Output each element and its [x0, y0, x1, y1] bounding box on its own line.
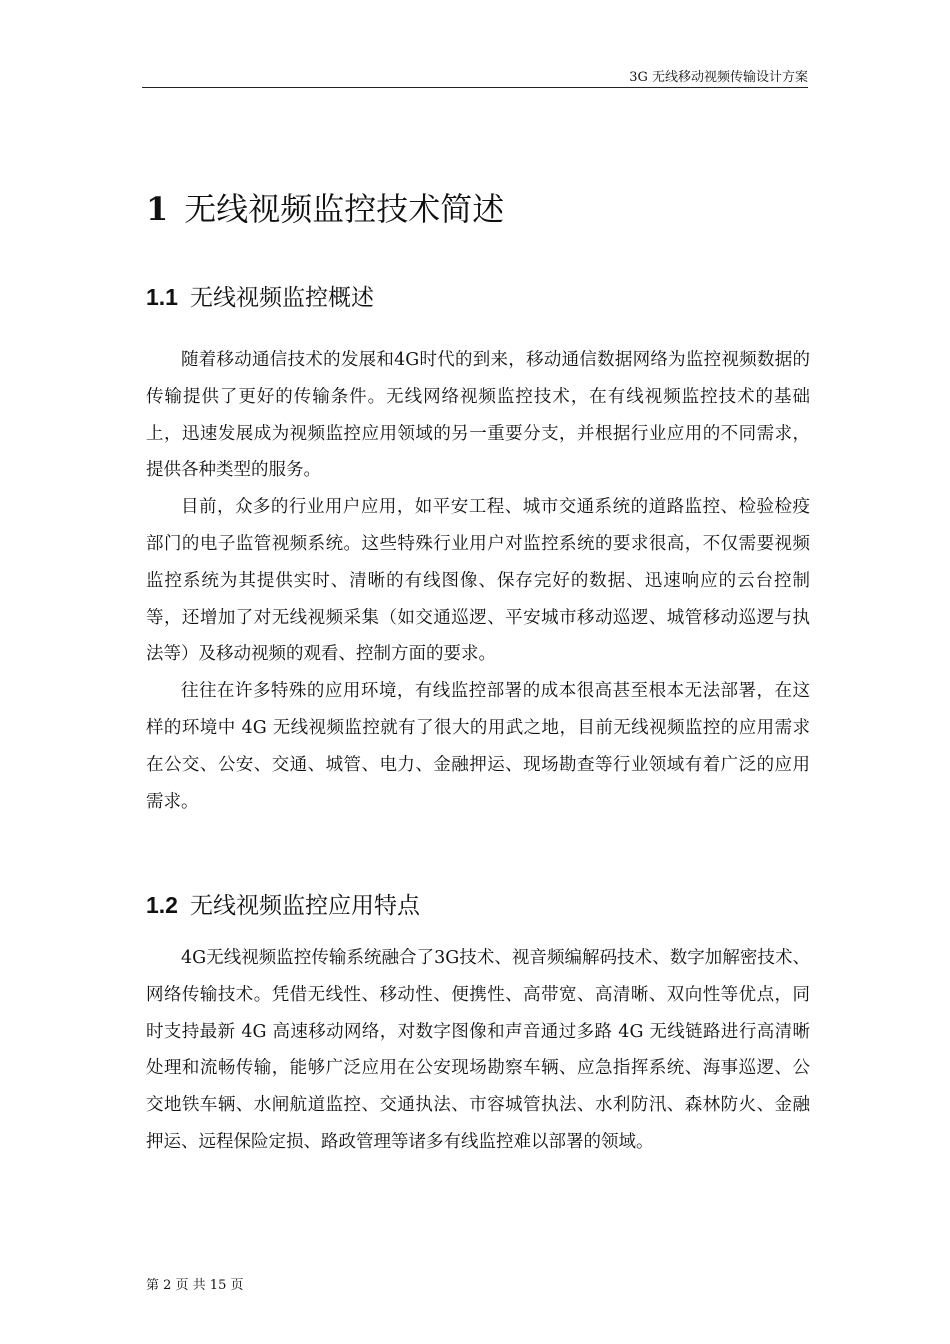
chapter-title-text: 无线视频监控技术简述: [184, 190, 505, 228]
section-title-text: 无线视频监控应用特点: [189, 893, 420, 919]
section-number: 1.2: [146, 892, 178, 918]
section-heading-1-2: [146, 889, 420, 922]
section-number: 1.1: [146, 284, 178, 310]
section-1-2-body: [146, 940, 810, 1161]
chapter-title: [146, 187, 504, 231]
section-1-1-body: [146, 342, 810, 820]
paragraph: 4G无线视频监控传输系统融合了3G技术、视音频编解码技术、数字加解密技术、网络传输技术。凭借无线性、移动性、便携性、高带宽、高清晰、双向性等优点，同时支持最新 4G 高速移动网络，对数字图像和声音通过多路 4G 无线链路进行高清晰处理和流畅传输，能够广泛应用在公安现场勘察车辆、应急指挥系统、海事巡逻、公交地铁车辆、水闸航道监控、交通执法、市容城管执法、水利防汛、森林防火、金融押运、远程保险定损、路政管理等诸多有线监控难以部署的领域。: [146, 948, 810, 1152]
running-header-title: 3G 无线移动视频传输设计方案: [629, 70, 808, 85]
chapter-number: 1: [146, 190, 169, 228]
section-title-text: 无线视频监控概述: [189, 285, 374, 311]
paragraph: 往往在许多特殊的应用环境，有线监控部署的成本很高甚至根本无法部署，在这样的环境中 4G 无线视频监控就有了很大的用武之地，目前无线视频监控的应用需求在公交、公安、交通、城管、电力、金融押运、现场勘查等行业领域有着广泛的应用需求。: [146, 681, 810, 812]
running-header: [142, 60, 808, 88]
section-heading-1-1: [146, 281, 374, 314]
page-number-footer: 第 2 页 共 15 页: [146, 1278, 244, 1293]
paragraph: 随着移动通信技术的发展和4G时代的到来，移动通信数据网络为监控视频数据的传输提供了更好的传输条件。无线网络视频监控技术，在有线视频监控技术的基础上，迅速发展成为视频监控应用领域的另一重要分支，并根据行业应用的不同需求，提供各种类型的服务。: [146, 350, 810, 481]
paragraph: 目前，众多的行业用户应用，如平安工程、城市交通系统的道路监控、检验检疫部门的电子监管视频系统。这些特殊行业用户对监控系统的要求很高，不仅需要视频监控系统为其提供实时、清晰的有线图像、保存完好的数据、迅速响应的云台控制等，还增加了对无线视频采集（如交通巡逻、平安城市移动巡逻、城管移动巡逻与执法等）及移动视频的观看、控制方面的要求。: [146, 497, 810, 665]
